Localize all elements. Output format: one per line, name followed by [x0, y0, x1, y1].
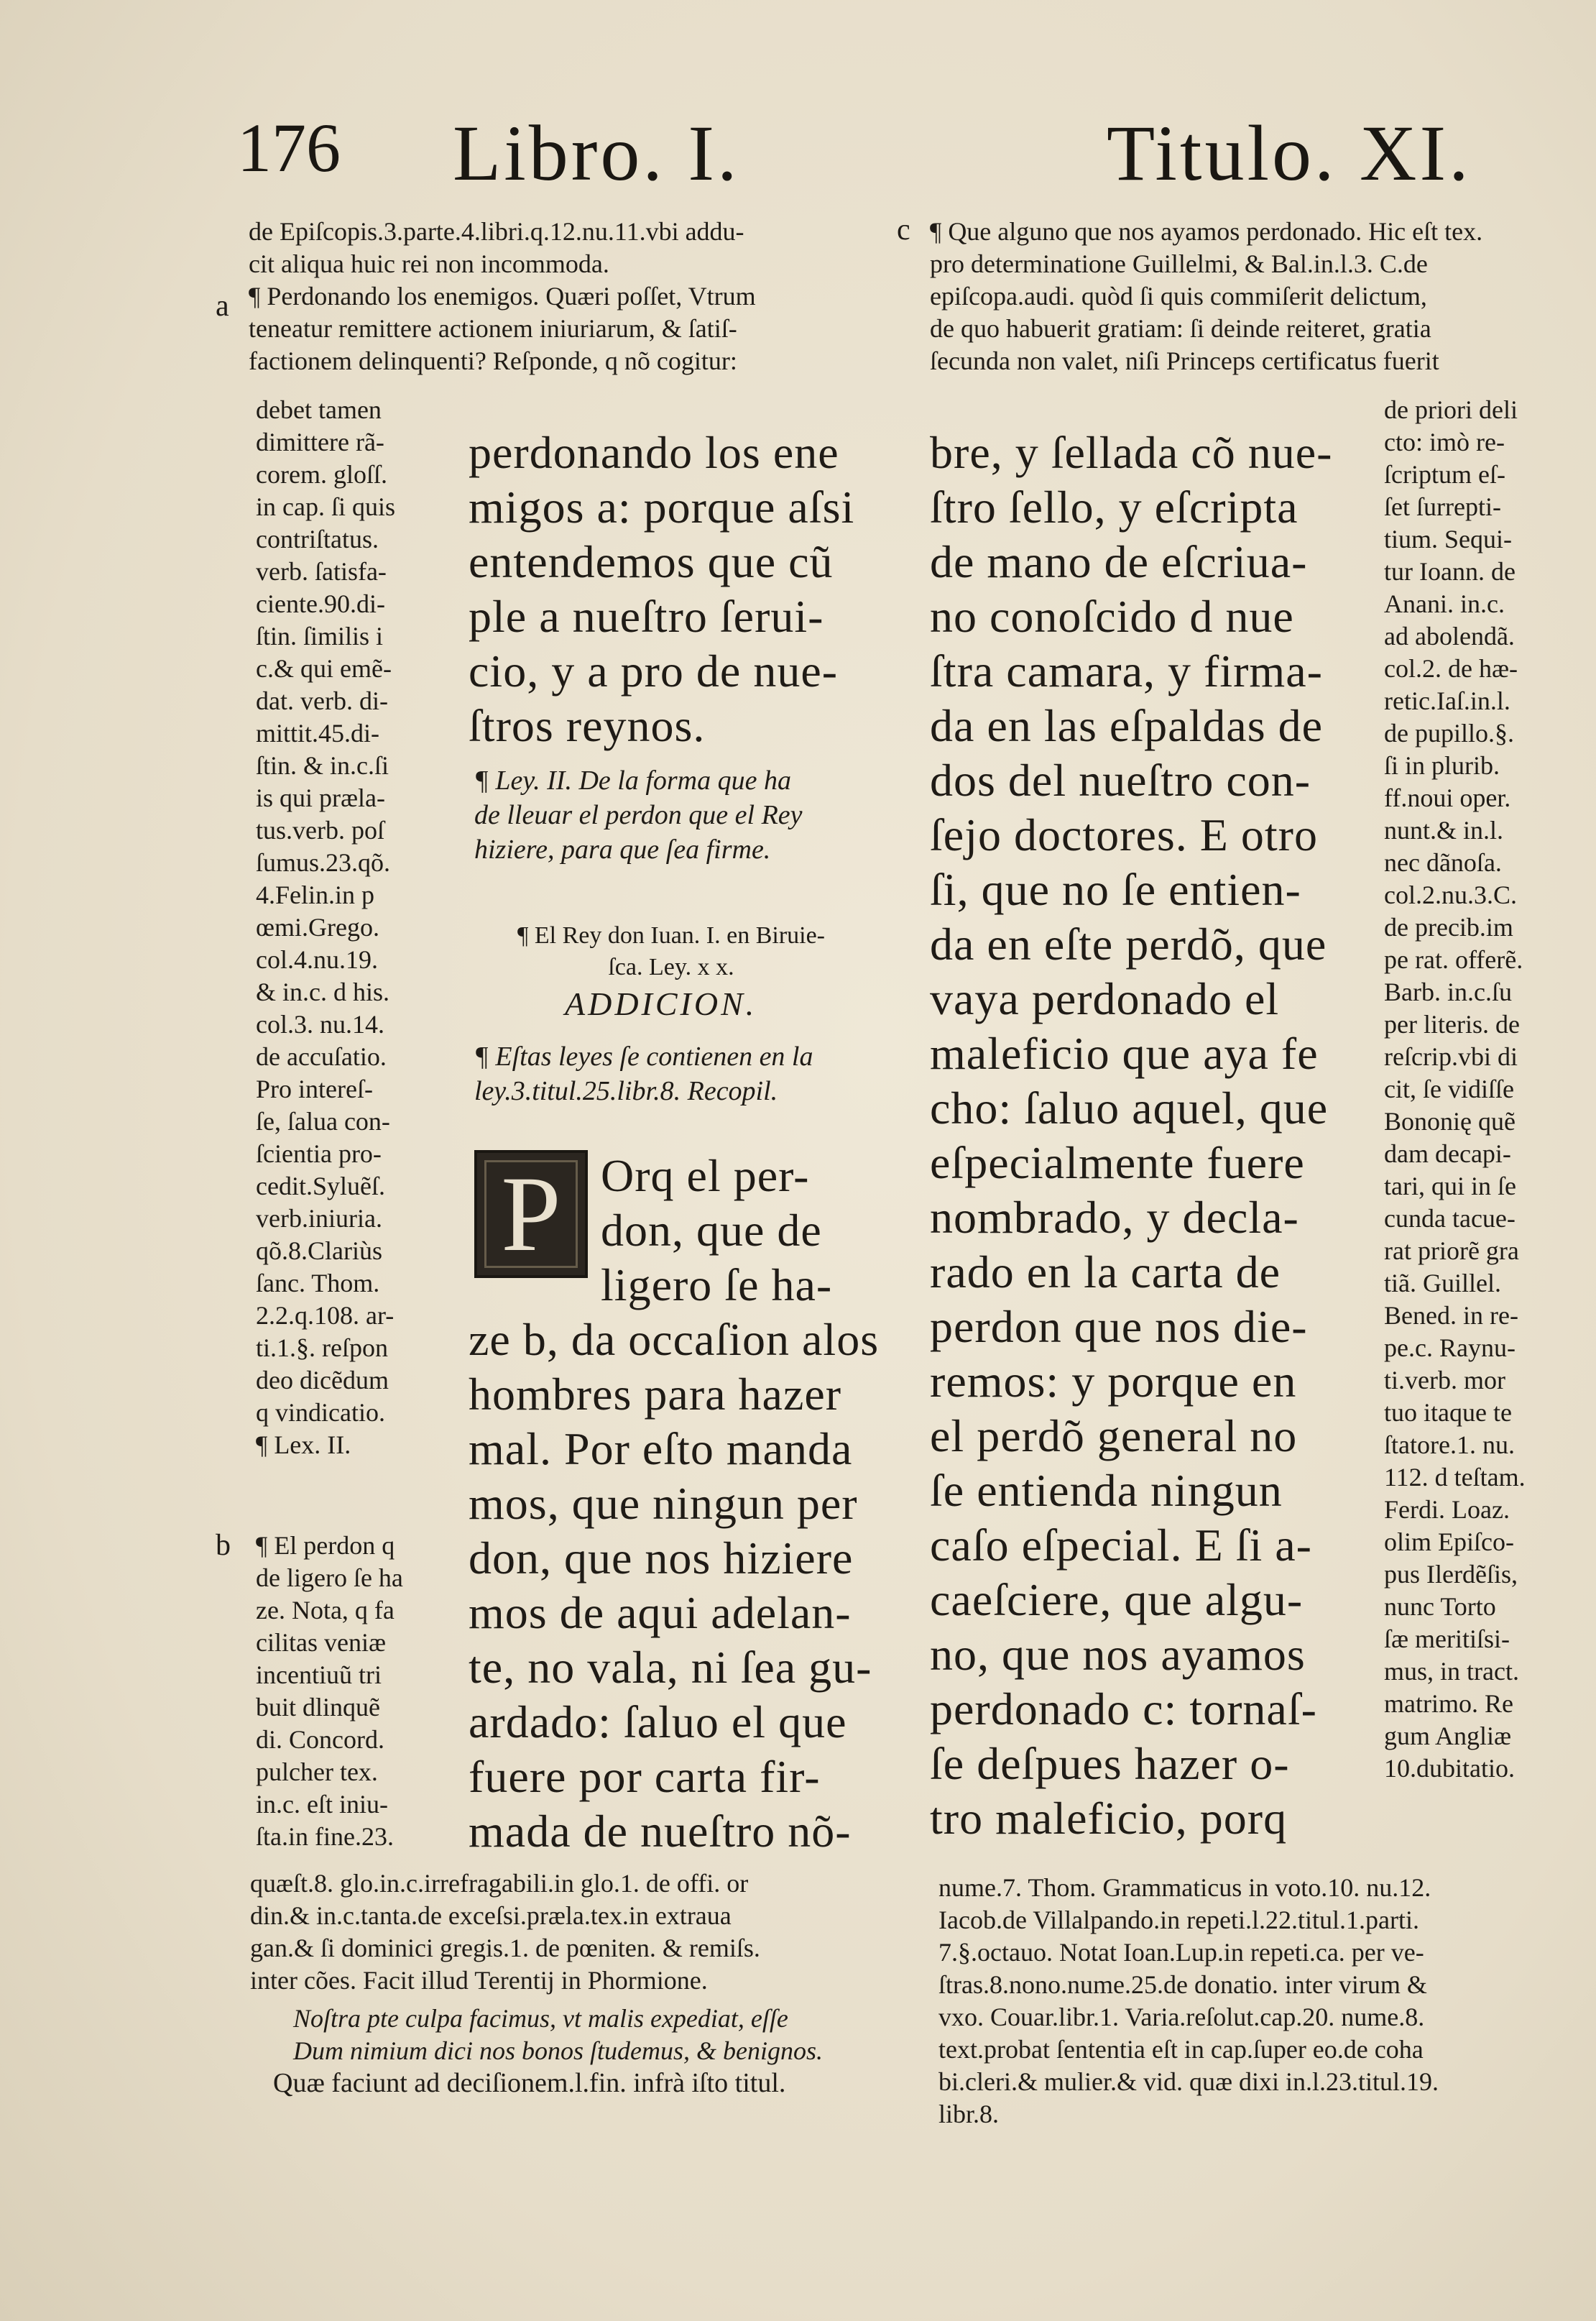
text-line: mos, que ningun per — [469, 1478, 858, 1529]
text-line: mittit.45.di- — [256, 719, 380, 748]
text-line: cilitas veniæ — [256, 1628, 386, 1657]
text-line: gum Angliæ — [1384, 1722, 1512, 1750]
left-final-line: Quæ faciunt ad deciſionem.l.fin. infrà iſto titul. — [273, 2068, 786, 2098]
text-line: dam decapi- — [1384, 1139, 1511, 1168]
left-gloss-b — [256, 1530, 403, 1853]
text-line: cit aliqua huic rei non incommoda. — [249, 249, 609, 278]
text-line: ſtra camara, y firma- — [930, 645, 1323, 697]
text-line: de quo habuerit gratiam: ſi deinde reiteret, gratia — [930, 314, 1431, 343]
text-line: col.2.nu.3.C. — [1384, 881, 1517, 909]
text-line: vxo. Couar.libr.1. Varia.reſolut.cap.20. nume.8. — [938, 2003, 1425, 2031]
text-line: ſtro ſello, y eſcripta — [930, 482, 1299, 533]
initial-letter: P — [501, 1154, 561, 1274]
text-line: ſe, ſalua con- — [256, 1107, 390, 1136]
text-line: 112. d teſtam. — [1384, 1463, 1526, 1492]
text-line: ſejo doctores. E otro — [930, 809, 1318, 860]
text-line: verb. ſatisfa- — [256, 557, 387, 586]
left-margin-gloss — [256, 394, 395, 1461]
text-line: ple a nueſtro ſerui- — [469, 591, 824, 642]
text-line: de pupillo.§. — [1384, 719, 1514, 748]
text-line: Iacob.de Villalpando.in repeti.l.22.titul.1.parti. — [938, 1906, 1420, 1934]
text-line: ardado: ſaluo el que — [469, 1696, 847, 1747]
text-line: ſi in plurib. — [1384, 751, 1500, 780]
ley-heading — [474, 763, 803, 867]
right-bottom-gloss — [938, 1872, 1439, 2131]
text-line: cunda tacue- — [1384, 1204, 1516, 1233]
text-line: mus, in tract. — [1384, 1657, 1519, 1686]
text-line: bi.cleri.& mulier.& vid. quæ dixi in.l.23.titul.19. — [938, 2067, 1439, 2096]
text-line: ley.3.titul.25.libr.8. Recopil. — [474, 1076, 778, 1106]
text-line: text.probat ſententia eſt in cap.ſuper eo.de coha — [938, 2035, 1424, 2064]
text-line: Dum nimium dici nos bonos ſtudemus, & benignos. — [293, 2036, 823, 2065]
text-line: ligero ſe ha- — [601, 1259, 833, 1310]
text-line: & in.c. d his. — [256, 978, 389, 1006]
text-line: nec dãnoſa. — [1384, 848, 1502, 877]
text-line: olim Epiſco- — [1384, 1527, 1514, 1556]
text-line: nunt.& in.l. — [1384, 816, 1504, 845]
text-line: Barb. in.c.ſu — [1384, 978, 1512, 1006]
text-line: col.4.nu.19. — [256, 945, 378, 974]
text-line: migos a: porque aſsi — [469, 482, 855, 533]
text-line: ſtin. & in.c.ſi — [256, 751, 389, 780]
page-number: 176 — [237, 109, 341, 186]
text-line: perdon que nos die- — [930, 1301, 1308, 1352]
text-line: ſtras.8.nono.nume.25.de donatio. inter virum & — [938, 1970, 1427, 1999]
text-line: mos de aqui adelan- — [469, 1587, 852, 1638]
text-line: ad abolendã. — [1384, 622, 1515, 651]
text-line: ze. Nota, q fa — [256, 1596, 395, 1624]
text-line: ¶ El Rey don Iuan. I. en Biruie- — [517, 922, 826, 949]
text-line: te, no vala, ni ſea gu- — [469, 1642, 872, 1693]
text-line: ſecunda non valet, niſi Princeps certificatus fuerit — [930, 346, 1439, 375]
text-line: caeſciere, que algu- — [930, 1574, 1304, 1625]
text-line: perdonando los ene — [469, 427, 839, 478]
text-line: quæſt.8. glo.in.c.irrefragabili.in glo.1. de offi. or — [250, 1869, 749, 1898]
text-line: don, que nos hiziere — [469, 1532, 854, 1584]
addicion-text — [474, 1039, 813, 1108]
text-line: ſcriptum eſ- — [1384, 460, 1505, 489]
addicion-heading: ADDICION. — [565, 985, 757, 1022]
text-line: corem. gloſſ. — [256, 460, 387, 489]
text-line: reſcrip.vbi di — [1384, 1042, 1518, 1071]
text-line: ¶ Perdonando los enemigos. Quæri poſſet, Vtrum — [249, 282, 756, 311]
text-line: incentiuũ tri — [256, 1660, 382, 1689]
text-line: libr.8. — [938, 2100, 1000, 2128]
text-line: retic.Iaſ.in.l. — [1384, 686, 1510, 715]
text-line: matrimo. Re — [1384, 1689, 1513, 1718]
text-line: ſtros reynos. — [469, 700, 706, 751]
text-line: dat. verb. di- — [256, 686, 388, 715]
text-line: ſtatore.1. nu. — [1384, 1430, 1515, 1459]
text-line: nume.7. Thom. Grammaticus in voto.10. nu.12. — [938, 1873, 1431, 1902]
text-line: ciente.90.di- — [256, 589, 385, 618]
text-line: mal. Por eſto manda — [469, 1423, 853, 1474]
text-line: de lleuar el perdon que el Rey — [474, 800, 803, 830]
right-margin-gloss — [1384, 394, 1526, 1785]
main-text-initial-lines — [601, 1149, 832, 1313]
text-line: ſta.in fine.23. — [256, 1822, 394, 1851]
terence-verse — [293, 2003, 823, 2067]
text-line: rat priorẽ gra — [1384, 1236, 1519, 1265]
text-line: q vindicatio. — [256, 1398, 385, 1427]
text-line: debet tamen — [256, 395, 382, 424]
right-top-gloss — [930, 216, 1482, 377]
text-line: cio, y a pro de nue- — [469, 645, 839, 697]
text-line: hombres para hazer — [469, 1369, 842, 1420]
text-line: de Epiſcopis.3.parte.4.libri.q.12.nu.11.vbi addu- — [249, 217, 744, 246]
text-line: ſca. Ley. x x. — [608, 954, 734, 980]
decorated-initial — [474, 1150, 588, 1278]
text-line: ¶ Que alguno que nos ayamos perdonado. Hic eſt tex. — [930, 217, 1483, 246]
text-line: in.c. eſt iniu- — [256, 1790, 388, 1819]
text-line: col.3. nu.14. — [256, 1010, 384, 1039]
text-line: ¶ Eſtas leyes ſe contienen en la — [474, 1042, 813, 1072]
note-marker-c: c — [897, 213, 910, 247]
text-line: di. Concord. — [256, 1725, 384, 1754]
text-line: verb.iniuria. — [256, 1204, 382, 1233]
text-line: tiã. Guillel. — [1384, 1269, 1501, 1297]
text-line: maleficio que aya fe — [930, 1028, 1319, 1079]
text-line: pe.c. Raynu- — [1384, 1333, 1516, 1362]
text-line: ſanc. Thom. — [256, 1269, 380, 1297]
text-line: Noſtra pte culpa facimus, vt malis expediat, eſſe — [293, 2004, 788, 2033]
text-line: din.& in.c.tanta.de exceſsi.præla.tex.in extraua — [250, 1901, 732, 1930]
text-line: in cap. ſi quis — [256, 492, 395, 521]
text-line: de accuſatio. — [256, 1042, 387, 1071]
text-line: cho: ſaluo aquel, que — [930, 1083, 1329, 1134]
text-line: vaya perdonado el — [930, 973, 1280, 1024]
text-line: tari, qui in ſe — [1384, 1172, 1516, 1200]
text-line: Anani. in.c. — [1384, 589, 1505, 618]
text-line: epiſcopa.audi. quòd ſi quis commiſerit delictum, — [930, 282, 1427, 311]
text-line: pro determinatione Guillelmi, & Bal.in.l.3. C.de — [930, 249, 1428, 278]
text-line: ſtin. ſimilis i — [256, 622, 384, 651]
text-line: 7.§.octauo. Notat Ioan.Lup.in repeti.ca. per ve- — [938, 1938, 1424, 1967]
text-line: per literis. de — [1384, 1010, 1520, 1039]
text-line: tur Ioann. de — [1384, 557, 1516, 586]
text-line: ti.verb. mor — [1384, 1366, 1505, 1394]
text-line: mada de nueſtro nõ- — [469, 1806, 852, 1857]
text-line: tium. Sequi- — [1384, 525, 1512, 553]
text-line: ¶ El perdon q — [256, 1531, 395, 1560]
text-line: dos del nueſtro con- — [930, 755, 1311, 806]
text-line: 2.2.q.108. ar- — [256, 1301, 395, 1330]
text-line: hiziere, para que ſea firme. — [474, 835, 771, 865]
text-line: nombrado, y decla- — [930, 1192, 1299, 1243]
text-line: perdonado c: tornaſ- — [930, 1683, 1317, 1734]
text-line: nunc Torto — [1384, 1592, 1496, 1621]
text-line: Ferdi. Loaz. — [1384, 1495, 1510, 1524]
text-line: remos: y porque en — [930, 1356, 1297, 1407]
text-line: Bened. in re- — [1384, 1301, 1518, 1330]
text-line: ſe deſpues hazer o- — [930, 1738, 1290, 1789]
text-line: 4.Felin.in p — [256, 881, 375, 909]
text-line: da en eſte perdõ, que — [930, 919, 1327, 970]
text-line: ſumus.23.qõ. — [256, 848, 391, 877]
text-line: ſi, que no ſe entien- — [930, 864, 1301, 915]
text-line: de precib.im — [1384, 913, 1513, 942]
text-line: gan.& ſi dominici gregis.1. de pœniten. & remiſs. — [250, 1934, 760, 1962]
text-line: no, que nos ayamos — [930, 1629, 1306, 1680]
text-line: de mano de eſcriua- — [930, 536, 1308, 587]
text-line: el perdõ general no — [930, 1410, 1298, 1461]
text-line: ze b, da occaſion alos — [469, 1314, 880, 1365]
text-line: eſpecialmente fuere — [930, 1137, 1305, 1188]
text-line: cto: imò re- — [1384, 428, 1505, 456]
text-line: buit dlinquẽ — [256, 1693, 380, 1722]
note-marker-a: a — [216, 290, 229, 323]
text-line: is qui præla- — [256, 783, 385, 812]
text-line: tuo itaque te — [1384, 1398, 1512, 1427]
running-head-left: Libro. I. — [453, 109, 740, 197]
left-bottom-gloss — [250, 1867, 760, 1997]
text-line: fuere por carta fir- — [469, 1751, 821, 1802]
main-text-right — [930, 426, 1332, 1846]
left-top-gloss — [249, 216, 756, 377]
ley-source — [492, 920, 851, 983]
main-text-middle-top — [469, 426, 854, 753]
text-line: ¶ Lex. II. — [256, 1430, 351, 1459]
text-line: de ligero ſe ha — [256, 1563, 403, 1592]
text-line: ſcientia pro- — [256, 1139, 382, 1168]
text-line: ff.noui oper. — [1384, 783, 1511, 812]
text-line: cedit.Syluẽſ. — [256, 1172, 385, 1200]
main-text-middle-rest — [469, 1313, 879, 1859]
text-line: rado en la carta de — [930, 1246, 1281, 1297]
note-marker-b: b — [216, 1529, 231, 1562]
text-line: 10.dubitatio. — [1384, 1754, 1515, 1783]
text-line: dimittere rã- — [256, 428, 384, 456]
text-line: bre, y ſellada cõ nue- — [930, 427, 1333, 478]
text-line: ſæ meritiſsi- — [1384, 1624, 1510, 1653]
text-line: Pro intereſ- — [256, 1075, 373, 1103]
text-line: cit, ſe vidiſſe — [1384, 1075, 1514, 1103]
text-line: pe rat. offerẽ. — [1384, 945, 1523, 974]
text-line: no conoſcido d nue — [930, 591, 1294, 642]
text-line: ſet ſurrepti- — [1384, 492, 1501, 521]
text-line: ſe entienda ningun — [930, 1465, 1283, 1516]
text-line: deo dicẽdum — [256, 1366, 389, 1394]
text-line: inter cões. Facit illud Terentij in Phormione. — [250, 1966, 708, 1995]
text-line: contriſtatus. — [256, 525, 379, 553]
text-line: pulcher tex. — [256, 1757, 378, 1786]
text-line: tro maleficio, porq — [930, 1793, 1288, 1844]
text-line: da en las eſpaldas de — [930, 700, 1323, 751]
running-head-right: Titulo. XI. — [1107, 109, 1472, 197]
text-line: caſo eſpecial. E ſi a- — [930, 1520, 1312, 1571]
text-line: entendemos que cũ — [469, 536, 834, 587]
text-line: ti.1.§. reſpon — [256, 1333, 388, 1362]
text-line: c.& qui emẽ- — [256, 654, 392, 683]
text-line: tus.verb. poſ — [256, 816, 384, 845]
text-line: Bononię quẽ — [1384, 1107, 1516, 1136]
text-line: don, que de — [601, 1205, 822, 1256]
text-line: ¶ Ley. II. De la forma que ha — [474, 766, 791, 796]
text-line: teneatur remittere actionem iniuriarum, & ſatiſ- — [249, 314, 737, 343]
text-line: col.2. de hæ- — [1384, 654, 1518, 683]
text-line: pus Ilerdẽſis, — [1384, 1560, 1518, 1589]
text-line: œmi.Grego. — [256, 913, 379, 942]
text-line: de priori deli — [1384, 395, 1518, 424]
text-line: factionem delinquenti? Reſponde, q nõ cogitur: — [249, 346, 737, 375]
text-line: Orq el per- — [601, 1150, 810, 1201]
text-line: qõ.8.Clariùs — [256, 1236, 382, 1265]
